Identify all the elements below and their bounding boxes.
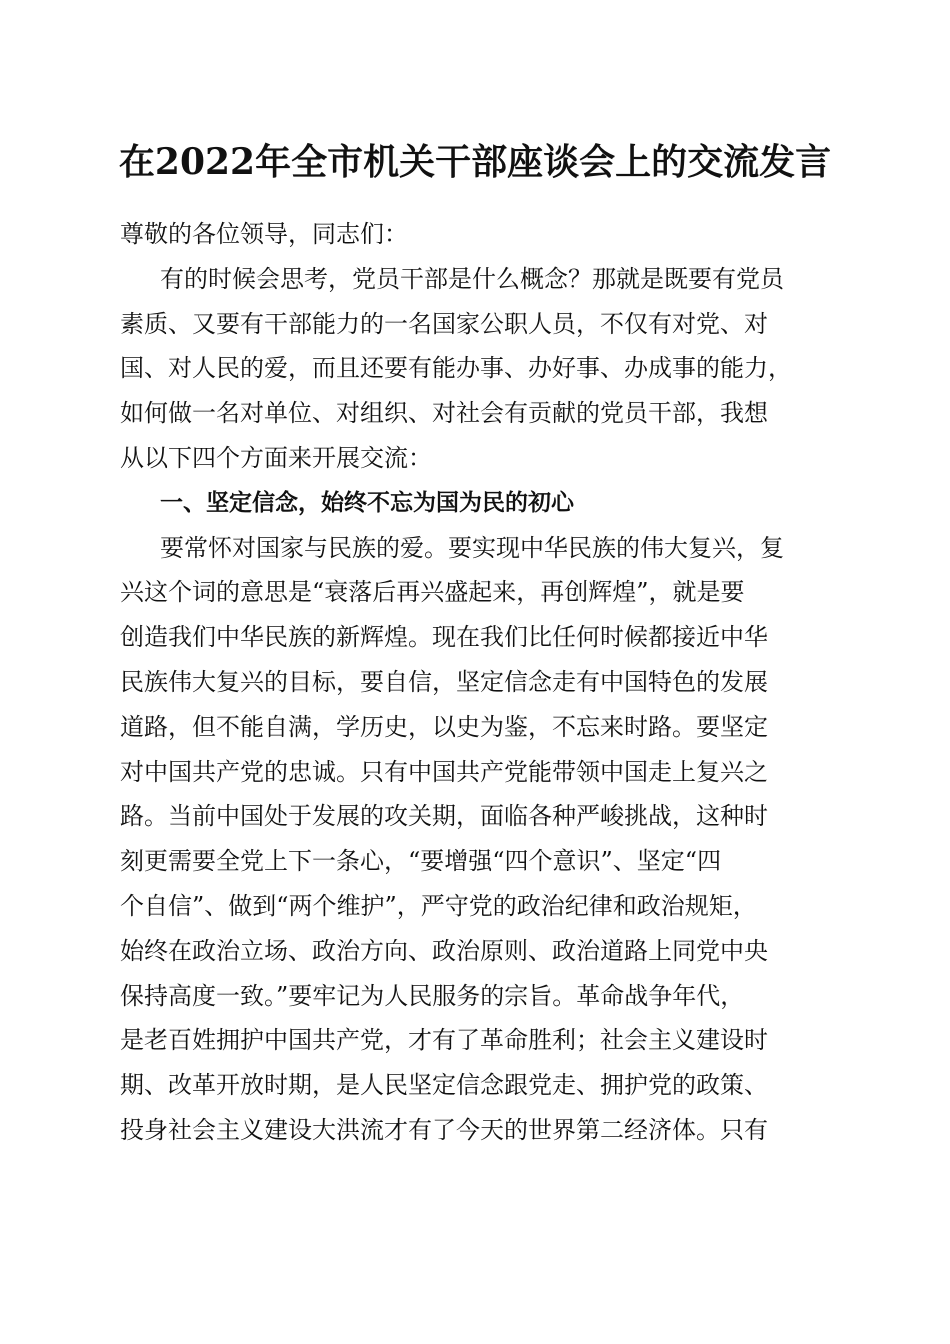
- salutation-line: 尊敬的各位领导，同志们：: [120, 220, 408, 248]
- paragraph-line: 国、对人民的爱，而且还要有能办事、办好事、办成事的能力，: [120, 354, 792, 383]
- paragraph-line: 投身社会主义建设大洪流才有了今天的世界第二经济体。只有: [120, 1115, 768, 1144]
- paragraph-line: 素质、又要有干部能力的一名国家公职人员，不仅有对党、对: [120, 309, 768, 338]
- paragraph-line: 路。当前中国处于发展的攻关期，面临各种严峻挑战，这种时: [120, 802, 768, 831]
- section-heading: 一、坚定信念，始终不忘为国为民的初心: [160, 489, 574, 516]
- paragraph-line: 对中国共产党的忠诚。只有中国共产党能带领中国走上复兴之: [120, 757, 768, 786]
- paragraph-line: 保持高度一致。”要牢记为人民服务的宗旨。革命战争年代，: [120, 981, 745, 1010]
- document-body: [120, 212, 840, 1153]
- paragraph-line: 从以下四个方面来开展交流：: [120, 443, 432, 472]
- paragraph-line: 个自信”、做到“两个维护”，严守党的政治纪律和政治规矩，: [120, 891, 757, 920]
- paragraph-line: 如何做一名对单位、对组织、对社会有贡献的党员干部，我想: [120, 399, 768, 428]
- paragraph-line: 刻更需要全党上下一条心，“要增强“四个意识”、坚定“四: [120, 847, 722, 876]
- paragraph-line: 是老百姓拥护中国共产党，才有了革命胜利；社会主义建设时: [120, 1026, 768, 1055]
- paragraph-line: 道路，但不能自满，学历史，以史为鉴，不忘来时路。要坚定: [120, 712, 768, 741]
- paragraph-line: 兴这个词的意思是“衰落后再兴盛起来，再创辉煌”，就是要: [120, 578, 745, 607]
- paragraph-line: 期、改革开放时期，是人民坚定信念跟党走、拥护党的政策、: [120, 1071, 768, 1100]
- document-title: 在2022年全市机关干部座谈会上的交流发言: [118, 141, 832, 183]
- paragraph-line: 要常怀对国家与民族的爱。要实现中华民族的伟大复兴，复: [160, 533, 784, 562]
- paragraph-line: 有的时候会思考，党员干部是什么概念？那就是既要有党员: [160, 264, 784, 293]
- paragraph-line: 始终在政治立场、政治方向、政治原则、政治道路上同党中央: [120, 936, 768, 965]
- paragraph-line: 创造我们中华民族的新辉煌。现在我们比任何时候都接近中华: [120, 623, 768, 652]
- paragraph-line: 民族伟大复兴的目标，要自信，坚定信念走有中国特色的发展: [120, 667, 768, 696]
